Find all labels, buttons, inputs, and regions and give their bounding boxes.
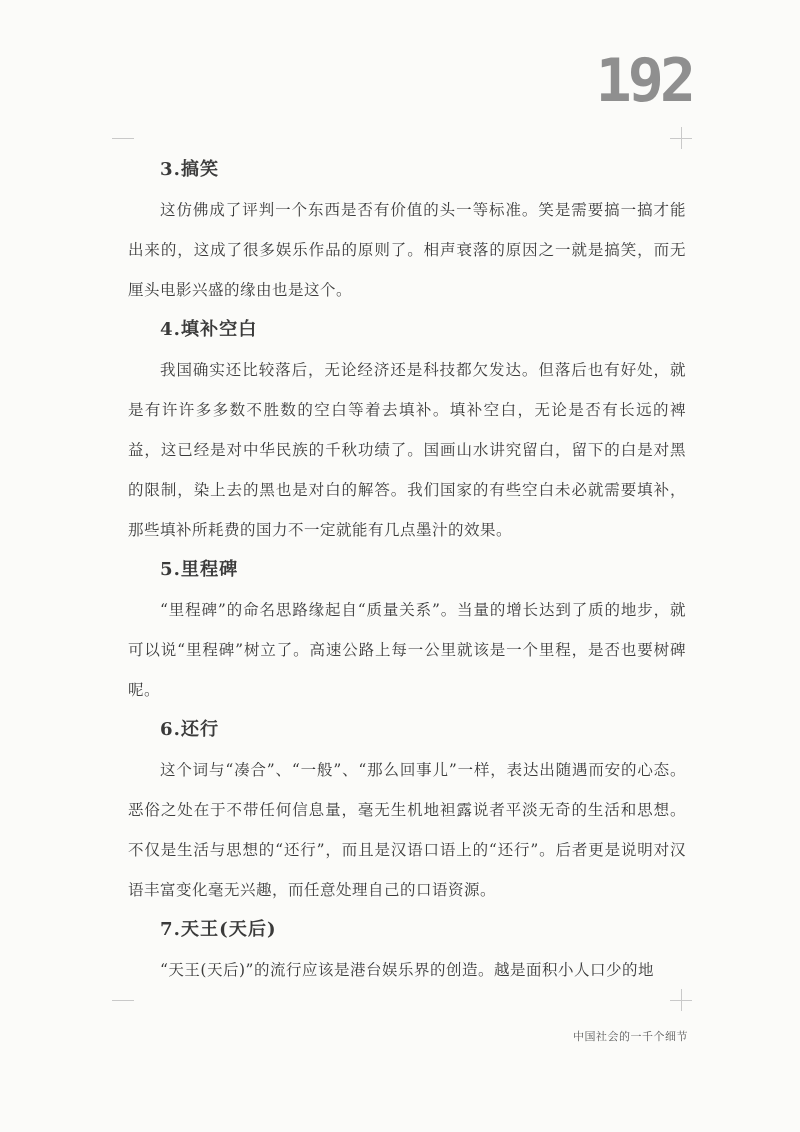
section-heading: 3.搞笑	[160, 159, 220, 180]
body-text	[128, 150, 686, 990]
crop-mark	[681, 127, 682, 149]
crop-mark	[112, 1000, 134, 1001]
crop-mark	[112, 138, 134, 139]
crop-mark	[681, 989, 682, 1011]
page-number: 192	[595, 46, 692, 116]
paragraph: 我国确实还比较落后，无论经济还是科技都欠发达。但落后也有好处，就是有许许多多数不胜数的空白等着去填补。填补空白，无论是否有长远的裨益，这已经是对中华民族的千秋功绩了。国画山水讲究留白，留下的白是对黑的限制，染上去的黑也是对白的解答。我们国家的有些空白未必就需要填补，那些填补所耗费的国力不一定就能有几点墨汁的效果。	[128, 361, 686, 539]
section-heading: 6.还行	[160, 719, 220, 740]
paragraph: 这个词与“凑合”、“一般”、“那么回事儿”一样，表达出随遇而安的心态。恶俗之处在于不带任何信息量，毫无生机地袒露说者平淡无奇的生活和思想。不仅是生活与思想的“还行”，而且是汉语口语上的“还行”。后者更是说明对汉语丰富变化毫无兴趣，而任意处理自己的口语资源。	[128, 761, 686, 899]
running-footer: 中国社会的一千个细节	[573, 1030, 688, 1043]
section-heading: 5.里程碑	[160, 559, 239, 580]
paragraph: “天王(天后)”的流行应该是港台娱乐界的创造。越是面积小人口少的地	[160, 961, 654, 979]
paragraph: “里程碑”的命名思路缘起自“质量关系”。当量的增长达到了质的地步，就可以说“里程碑”树立了。高速公路上每一公里就该是一个里程，是否也要树碑呢。	[128, 601, 686, 699]
paragraph: 这仿佛成了评判一个东西是否有价值的头一等标准。笑是需要搞一搞才能出来的，这成了很多娱乐作品的原则了。相声衰落的原因之一就是搞笑，而无厘头电影兴盛的缘由也是这个。	[128, 201, 686, 299]
section-heading: 7.天王(天后)	[160, 919, 277, 940]
section-heading: 4.填补空白	[160, 319, 258, 340]
